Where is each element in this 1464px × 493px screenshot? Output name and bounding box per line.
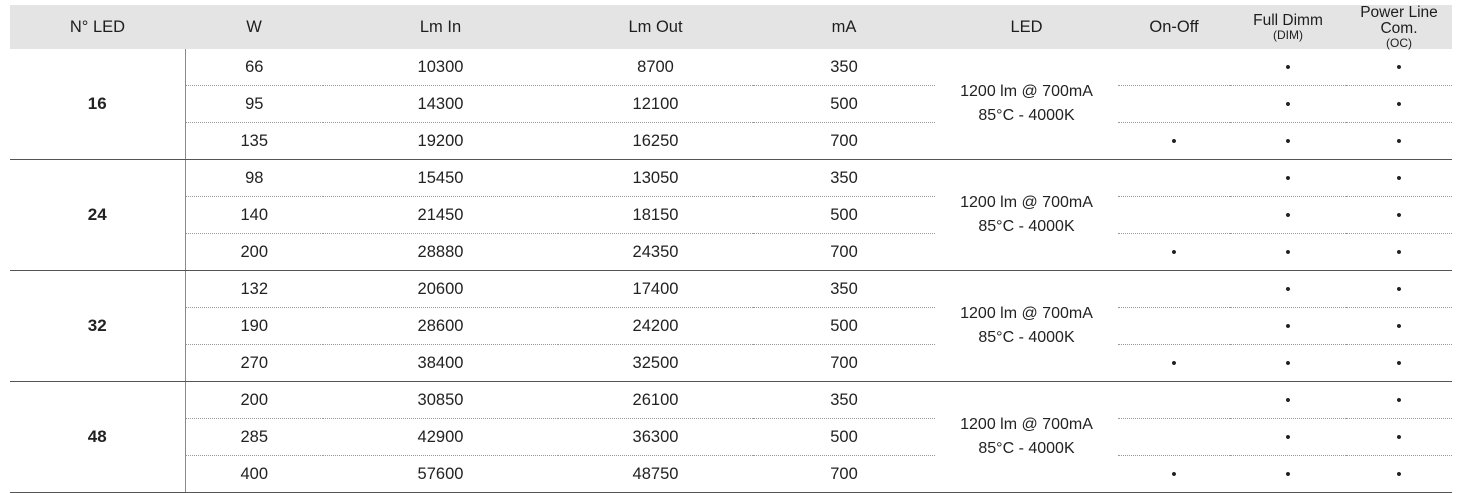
bullet-icon: • bbox=[1285, 354, 1291, 372]
cell-w: 200 bbox=[185, 234, 323, 271]
cell-led-spec bbox=[935, 49, 1118, 160]
cell-ma: 500 bbox=[753, 86, 935, 123]
cell-n-led: 16 bbox=[10, 49, 185, 160]
table-row bbox=[10, 271, 1452, 308]
cell-full-dimm bbox=[1230, 234, 1346, 271]
table-row bbox=[10, 419, 1452, 456]
cell-w: 140 bbox=[185, 197, 323, 234]
table-row bbox=[10, 160, 1452, 197]
bullet-icon: • bbox=[1285, 58, 1291, 76]
cell-lm-in: 10300 bbox=[323, 49, 558, 86]
cell-on-off bbox=[1118, 234, 1230, 271]
bullet-icon: • bbox=[1396, 428, 1402, 446]
bullet-icon: • bbox=[1285, 243, 1291, 261]
led-spec-line-2: 85°C - 4000K bbox=[978, 329, 1075, 346]
cell-on-off bbox=[1118, 160, 1230, 197]
cell-ma: 700 bbox=[753, 345, 935, 382]
cell-ma: 350 bbox=[753, 160, 935, 197]
cell-ma: 500 bbox=[753, 419, 935, 456]
cell-power-line-com bbox=[1346, 271, 1452, 308]
cell-lm-in: 19200 bbox=[323, 123, 558, 160]
cell-on-off bbox=[1118, 123, 1230, 160]
bullet-icon: • bbox=[1285, 95, 1291, 113]
table-row bbox=[10, 382, 1452, 419]
cell-ma: 700 bbox=[753, 234, 935, 271]
cell-n-led: 48 bbox=[10, 382, 185, 493]
cell-on-off bbox=[1118, 382, 1230, 419]
cell-lm-out: 32500 bbox=[558, 345, 753, 382]
bullet-icon: • bbox=[1171, 243, 1177, 261]
bullet-icon: • bbox=[1396, 169, 1402, 187]
cell-full-dimm bbox=[1230, 271, 1346, 308]
cell-full-dimm bbox=[1230, 308, 1346, 345]
bullet-icon: • bbox=[1396, 206, 1402, 224]
table-row bbox=[10, 86, 1452, 123]
cell-on-off bbox=[1118, 49, 1230, 86]
cell-lm-out: 12100 bbox=[558, 86, 753, 123]
cell-lm-out: 24350 bbox=[558, 234, 753, 271]
bullet-icon: • bbox=[1396, 280, 1402, 298]
header-n-led: N° LED bbox=[10, 5, 185, 49]
cell-lm-in: 21450 bbox=[323, 197, 558, 234]
bullet-icon: • bbox=[1285, 280, 1291, 298]
cell-on-off bbox=[1118, 308, 1230, 345]
cell-lm-out: 8700 bbox=[558, 49, 753, 86]
table-row bbox=[10, 345, 1452, 382]
cell-w: 95 bbox=[185, 86, 323, 123]
cell-w: 190 bbox=[185, 308, 323, 345]
cell-w: 200 bbox=[185, 382, 323, 419]
cell-lm-in: 28600 bbox=[323, 308, 558, 345]
cell-lm-out: 18150 bbox=[558, 197, 753, 234]
cell-full-dimm bbox=[1230, 49, 1346, 86]
cell-lm-out: 16250 bbox=[558, 123, 753, 160]
cell-ma: 700 bbox=[753, 456, 935, 493]
cell-power-line-com bbox=[1346, 345, 1452, 382]
cell-lm-in: 57600 bbox=[323, 456, 558, 493]
cell-ma: 500 bbox=[753, 197, 935, 234]
bullet-icon: • bbox=[1285, 169, 1291, 187]
bullet-icon: • bbox=[1285, 391, 1291, 409]
cell-power-line-com bbox=[1346, 456, 1452, 493]
cell-w: 135 bbox=[185, 123, 323, 160]
bullet-icon: • bbox=[1396, 58, 1402, 76]
led-spec-line-1: 1200 lm @ 700mA bbox=[960, 83, 1093, 100]
led-spec-line-1: 1200 lm @ 700mA bbox=[960, 416, 1093, 433]
table-row bbox=[10, 49, 1452, 86]
bullet-icon: • bbox=[1285, 206, 1291, 224]
led-spec-line-2: 85°C - 4000K bbox=[978, 107, 1075, 124]
cell-full-dimm bbox=[1230, 382, 1346, 419]
cell-full-dimm bbox=[1230, 456, 1346, 493]
cell-lm-in: 30850 bbox=[323, 382, 558, 419]
cell-full-dimm bbox=[1230, 123, 1346, 160]
header-lm-in: Lm In bbox=[323, 5, 558, 49]
header-plc-label: Power Line Com. bbox=[1360, 4, 1438, 37]
cell-on-off bbox=[1118, 345, 1230, 382]
cell-lm-in: 14300 bbox=[323, 86, 558, 123]
cell-power-line-com bbox=[1346, 197, 1452, 234]
cell-ma: 350 bbox=[753, 382, 935, 419]
table-header bbox=[10, 5, 1452, 49]
bullet-icon: • bbox=[1171, 132, 1177, 150]
cell-w: 66 bbox=[185, 49, 323, 86]
table-row bbox=[10, 308, 1452, 345]
bullet-icon: • bbox=[1396, 317, 1402, 335]
cell-power-line-com bbox=[1346, 419, 1452, 456]
cell-full-dimm bbox=[1230, 345, 1346, 382]
cell-power-line-com bbox=[1346, 308, 1452, 345]
table-row bbox=[10, 234, 1452, 271]
header-on-off: On-Off bbox=[1118, 5, 1230, 49]
bullet-icon: • bbox=[1396, 354, 1402, 372]
header-w: W bbox=[185, 5, 323, 49]
cell-w: 98 bbox=[185, 160, 323, 197]
cell-ma: 700 bbox=[753, 123, 935, 160]
cell-lm-out: 26100 bbox=[558, 382, 753, 419]
table-row bbox=[10, 123, 1452, 160]
cell-on-off bbox=[1118, 456, 1230, 493]
cell-lm-out: 17400 bbox=[558, 271, 753, 308]
bullet-icon: • bbox=[1396, 391, 1402, 409]
cell-lm-out: 24200 bbox=[558, 308, 753, 345]
bullet-icon: • bbox=[1285, 428, 1291, 446]
cell-on-off bbox=[1118, 419, 1230, 456]
led-spec-table bbox=[10, 5, 1452, 493]
bullet-icon: • bbox=[1396, 243, 1402, 261]
cell-lm-in: 42900 bbox=[323, 419, 558, 456]
cell-lm-out: 48750 bbox=[558, 456, 753, 493]
cell-on-off bbox=[1118, 197, 1230, 234]
cell-w: 270 bbox=[185, 345, 323, 382]
cell-lm-in: 20600 bbox=[323, 271, 558, 308]
bullet-icon: • bbox=[1285, 317, 1291, 335]
bullet-icon: • bbox=[1396, 132, 1402, 150]
cell-lm-out: 36300 bbox=[558, 419, 753, 456]
cell-full-dimm bbox=[1230, 197, 1346, 234]
header-led: LED bbox=[935, 5, 1118, 49]
cell-w: 132 bbox=[185, 271, 323, 308]
cell-power-line-com bbox=[1346, 123, 1452, 160]
cell-led-spec bbox=[935, 382, 1118, 493]
header-full-dimm bbox=[1230, 5, 1346, 49]
cell-ma: 350 bbox=[753, 271, 935, 308]
cell-led-spec bbox=[935, 160, 1118, 271]
header-plc-sub: (OC) bbox=[1386, 36, 1412, 50]
bullet-icon: • bbox=[1396, 95, 1402, 113]
cell-w: 400 bbox=[185, 456, 323, 493]
header-row bbox=[10, 5, 1452, 49]
bullet-icon: • bbox=[1285, 465, 1291, 483]
cell-power-line-com bbox=[1346, 382, 1452, 419]
cell-full-dimm bbox=[1230, 419, 1346, 456]
cell-n-led: 24 bbox=[10, 160, 185, 271]
led-spec-line-2: 85°C - 4000K bbox=[978, 218, 1075, 235]
cell-power-line-com bbox=[1346, 234, 1452, 271]
table-body bbox=[10, 49, 1452, 493]
cell-lm-out: 13050 bbox=[558, 160, 753, 197]
led-spec-line-2: 85°C - 4000K bbox=[978, 440, 1075, 457]
cell-lm-in: 15450 bbox=[323, 160, 558, 197]
cell-power-line-com bbox=[1346, 86, 1452, 123]
bullet-icon: • bbox=[1396, 465, 1402, 483]
cell-power-line-com bbox=[1346, 160, 1452, 197]
header-lm-out: Lm Out bbox=[558, 5, 753, 49]
cell-power-line-com bbox=[1346, 49, 1452, 86]
bullet-icon: • bbox=[1285, 132, 1291, 150]
header-full-dimm-label: Full Dimm bbox=[1253, 11, 1323, 29]
led-spec-line-1: 1200 lm @ 700mA bbox=[960, 194, 1093, 211]
table-row bbox=[10, 197, 1452, 234]
cell-full-dimm bbox=[1230, 160, 1346, 197]
cell-lm-in: 28880 bbox=[323, 234, 558, 271]
cell-full-dimm bbox=[1230, 86, 1346, 123]
cell-lm-in: 38400 bbox=[323, 345, 558, 382]
cell-on-off bbox=[1118, 271, 1230, 308]
bullet-icon: • bbox=[1171, 354, 1177, 372]
cell-ma: 350 bbox=[753, 49, 935, 86]
bullet-icon: • bbox=[1171, 465, 1177, 483]
led-spec-line-1: 1200 lm @ 700mA bbox=[960, 305, 1093, 322]
header-power-line-com bbox=[1346, 5, 1452, 49]
cell-ma: 500 bbox=[753, 308, 935, 345]
table-row bbox=[10, 456, 1452, 493]
cell-w: 285 bbox=[185, 419, 323, 456]
cell-n-led: 32 bbox=[10, 271, 185, 382]
cell-on-off bbox=[1118, 86, 1230, 123]
header-full-dimm-sub: (DIM) bbox=[1273, 28, 1303, 43]
header-ma: mA bbox=[753, 5, 935, 49]
cell-led-spec bbox=[935, 271, 1118, 382]
